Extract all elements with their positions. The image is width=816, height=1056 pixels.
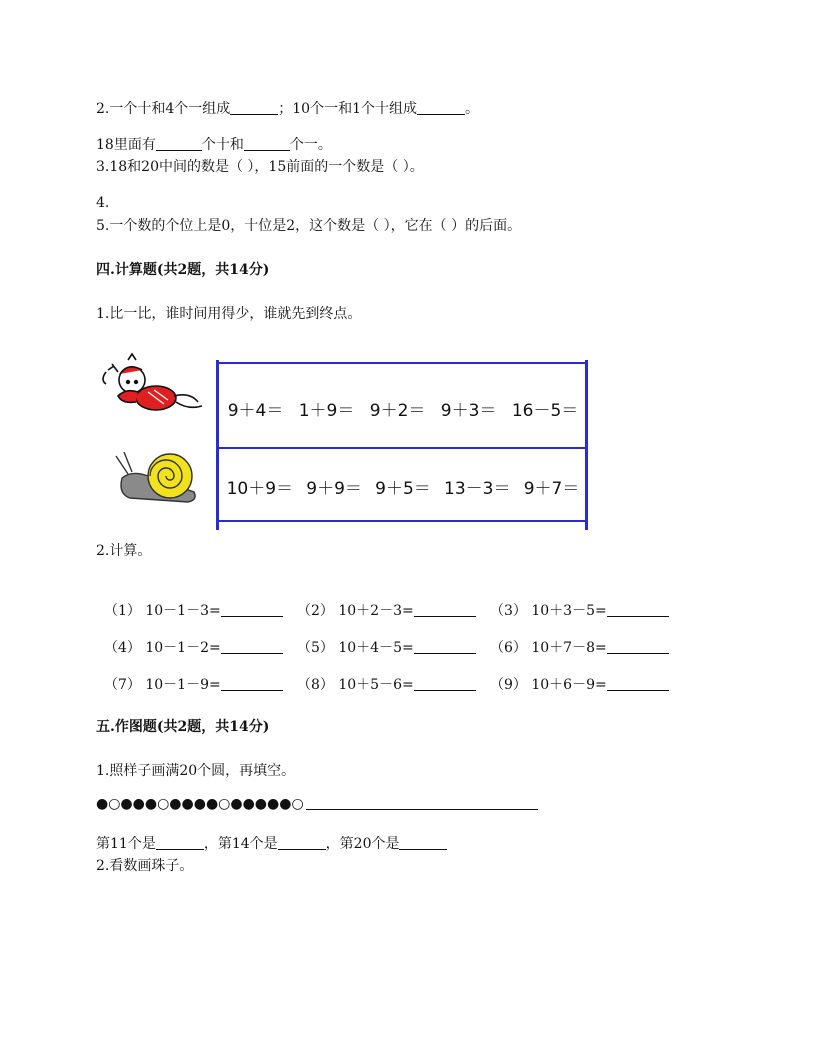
calc-item-2 (297, 600, 476, 620)
board-right-border (585, 360, 588, 530)
answer-blank[interactable] (417, 100, 465, 115)
answer-blank[interactable] (221, 602, 283, 617)
race-row-2 (220, 474, 586, 499)
calc-item-7 (104, 674, 283, 694)
race-equation: 10＋9＝ (226, 479, 294, 499)
calc-expression: （2） 10＋2－3= (297, 603, 414, 619)
board-bottom-border (216, 520, 588, 522)
answer-blank[interactable] (221, 676, 283, 691)
calc-expression: （3） 10＋3－5= (490, 603, 607, 619)
board-left-border (216, 360, 219, 530)
answer-blank[interactable] (278, 835, 326, 850)
section-4-heading: 四.计算题(共2题，共14分) (96, 262, 270, 278)
answer-blank[interactable] (607, 676, 669, 691)
fill-text-a: 第11个是 (96, 836, 156, 852)
race-equation: 16－5＝ (511, 401, 579, 421)
question-2-line-2 (96, 134, 332, 154)
calc-expression: （4） 10－1－2= (104, 640, 221, 656)
race-equation: 9＋2＝ (369, 401, 426, 421)
race-row-1 (220, 396, 586, 421)
calc-expression: （7） 10－1－9= (104, 677, 221, 693)
calc-item-8 (297, 674, 476, 694)
fill-text-c: ，第20个是 (325, 836, 400, 852)
race-equation: 9＋9＝ (306, 479, 362, 499)
calc-item-3 (490, 600, 669, 620)
race-equation: 9＋5＝ (375, 479, 431, 499)
answer-blank[interactable] (414, 602, 476, 617)
calc-item-6 (490, 637, 669, 657)
q2-text-a: 2.一个十和4个一组成 (96, 101, 231, 117)
section-5-fill-line (96, 833, 447, 853)
q2-text-b: ；10个一和1个十组成 (278, 101, 417, 117)
board-top-border (216, 362, 588, 364)
answer-blank[interactable] (221, 639, 283, 654)
section-5-heading: 五.作图题(共2题，共14分) (96, 719, 270, 735)
calc-item-1 (104, 600, 283, 620)
q2-text-d1: 18里面有 (96, 137, 156, 153)
calc-expression: （6） 10＋7－8= (490, 640, 607, 656)
q2-text-c: 。 (465, 101, 479, 117)
runner-illustration (98, 352, 213, 424)
answer-blank[interactable] (156, 136, 202, 151)
answer-blank[interactable] (244, 136, 290, 151)
q2-text-d3: 个一。 (289, 137, 332, 153)
calc-item-9 (490, 674, 669, 694)
q2-text-d2: 个十和 (201, 137, 244, 153)
race-equation: 13－3＝ (444, 479, 511, 499)
answer-blank[interactable] (607, 602, 669, 617)
answer-blank[interactable] (414, 676, 476, 691)
section-5-question-1: 1.照样子画满20个圆，再填空。 (96, 763, 296, 779)
answer-blank[interactable] (414, 639, 476, 654)
section-4-question-2: 2.计算。 (96, 543, 152, 559)
answer-blank[interactable] (399, 835, 447, 850)
race-equation: 9＋7＝ (523, 479, 580, 499)
section-5-question-2: 2.看数画珠子。 (96, 858, 194, 874)
question-2-line-1 (96, 98, 479, 118)
question-5: 5.一个数的个位上是0，十位是2，这个数是（ ），它在（ ）的后面。 (96, 218, 522, 234)
calc-item-5 (297, 637, 476, 657)
race-equation: 9＋3＝ (440, 401, 497, 421)
answer-blank[interactable] (230, 100, 278, 115)
calc-expression: （5） 10＋4－5= (297, 640, 414, 656)
answer-blank[interactable] (607, 639, 669, 654)
calc-expression: （1） 10－1－3= (104, 603, 221, 619)
race-equation: 9＋4＝ (227, 401, 284, 421)
circle-pattern-row (96, 795, 538, 812)
fill-text-b: ，第14个是 (203, 836, 278, 852)
answer-blank[interactable] (306, 795, 538, 810)
question-3: 3.18和20中间的数是（ ），15前面的一个数是（ ）。 (96, 159, 424, 175)
snail-illustration (112, 448, 202, 508)
section-4-question-1: 1.比一比，谁时间用得少，谁就先到终点。 (96, 306, 362, 322)
question-4: 4. (96, 195, 110, 211)
answer-blank[interactable] (156, 835, 204, 850)
calc-item-4 (104, 637, 283, 657)
calc-expression: （8） 10＋5－6= (297, 677, 414, 693)
calc-expression: （9） 10＋6－9= (490, 677, 607, 693)
circle-pattern: ●○●●●○●●●●○●●●●●○ (96, 796, 304, 812)
race-equation: 1＋9＝ (298, 401, 355, 421)
race-equation-board (216, 360, 588, 526)
board-middle-border (216, 447, 588, 449)
